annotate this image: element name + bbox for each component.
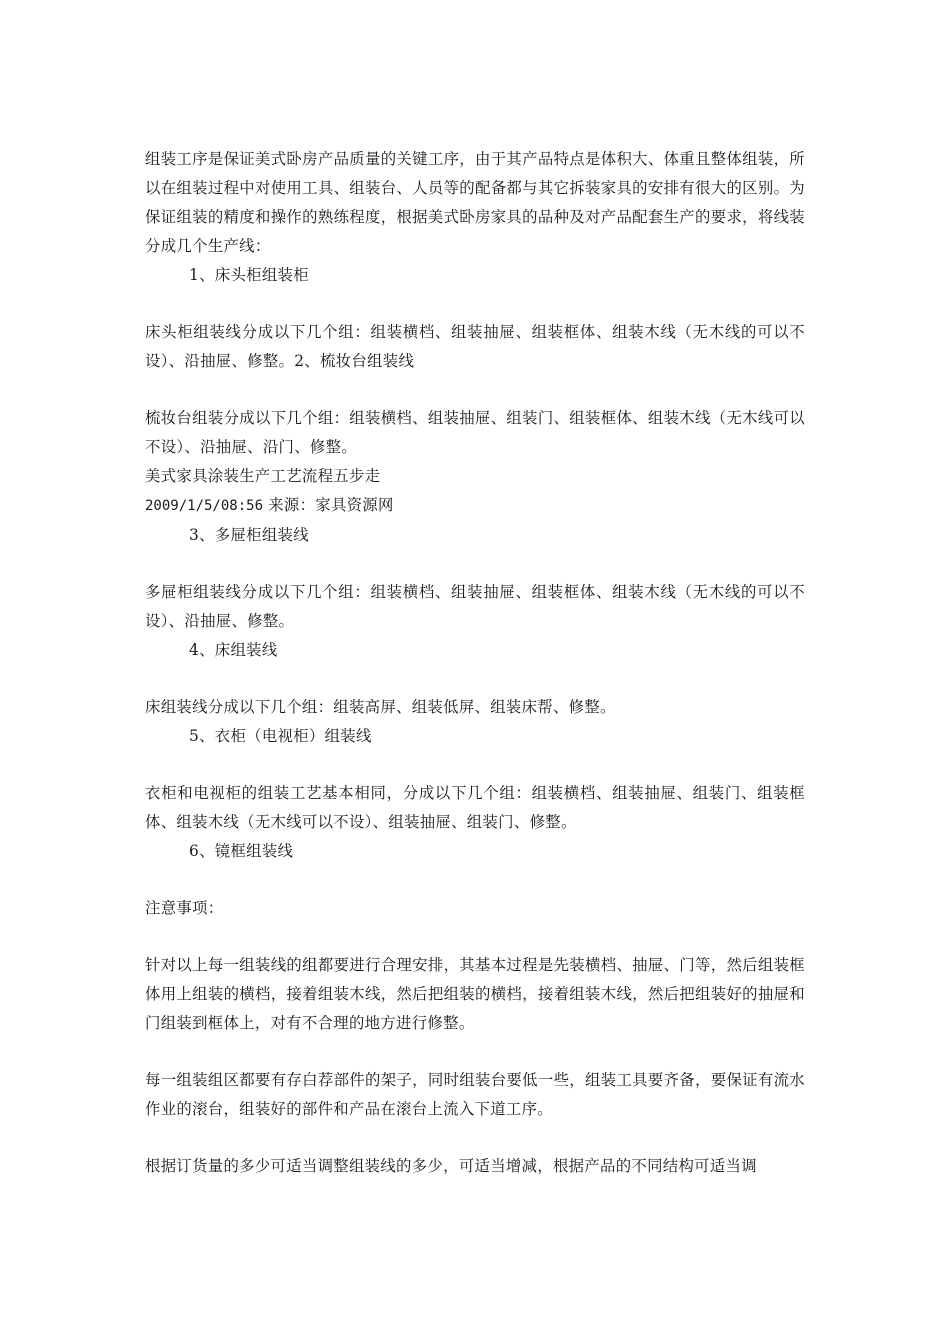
article-meta (145, 491, 805, 521)
intro-paragraph: 组装工序是保证美式卧房产品质量的关键工序，由于其产品特点是体积大、体重且整体组装，所以在组装过程中对使用工具、组装台、人员等的配备都与其它拆装家具的安排有很大的区别。为保证组装的精度和操作的熟练程度，根据美式卧房家具的品种及对产品配套生产的要求，将线装分成几个生产线： (145, 150, 805, 255)
item5-body: 衣柜和电视柜的组装工艺基本相同，分成以下几个组：组装横档、组装抽屉、组装门、组装框体、组装木线（无木线可以不设）、组装抽屉、组装门、修整。 (145, 784, 805, 831)
article-title: 美式家具涂装生产工艺流程五步走 (145, 467, 381, 485)
item4-body: 床组装线分成以下几个组：组装高屏、组装低屏、组装床帮、修整。 (145, 698, 616, 716)
note-paragraph-2: 每一组装组区都要有存白荐部件的架子，同时组装台要低一些，组装工具要齐备，要保证有流水作业的滚台，组装好的部件和产品在滚台上流入下道工序。 (145, 1071, 805, 1118)
paragraph-gap (145, 923, 805, 951)
note-paragraph-1: 针对以上每一组装线的组都要进行合理安排，其基本过程是先装横档、抽屉、门等，然后组装框体用上组装的横档，接着组装木线，然后把组装的横档，接着组装木线，然后把组装好的抽屉和门组装到框体上，对有不合理的地方进行修整。 (145, 956, 805, 1032)
paragraph-gap (145, 866, 805, 894)
paragraph-gap (145, 1038, 805, 1066)
item1-heading: 1、床头柜组装柜 (189, 266, 309, 284)
item4-heading: 4、床组装线 (189, 641, 278, 659)
item6-heading: 6、镜框组装线 (189, 842, 294, 860)
article-source: 来源：家具资源网 (268, 496, 394, 514)
paragraph-gap (145, 290, 805, 318)
document-body (145, 145, 805, 1181)
paragraph-gap (145, 376, 805, 404)
item1-body: 床头柜组装线分成以下几个组：组装横档、组装抽屉、组装框体、组装木线（无木线的可以不设）、沿抽屉、修整。2、梳妆台组装线 (145, 323, 805, 370)
paragraph-gap (145, 1124, 805, 1152)
note-paragraph-3: 根据订货量的多少可适当调整组装线的多少，可适当增减，根据产品的不同结构可适当调 (145, 1157, 757, 1175)
paragraph-gap (145, 550, 805, 578)
notes-heading: 注意事项： (145, 899, 224, 917)
item5-heading: 5、衣柜（电视柜）组装线 (189, 727, 372, 745)
paragraph-gap (145, 751, 805, 779)
paragraph-gap (145, 665, 805, 693)
article-date: 2009/1/5/08:56 (145, 498, 264, 514)
item2-body: 梳妆台组装分成以下几个组：组装横档、组装抽屉、组装门、组装框体、组装木线（无木线可以不设）、沿抽屉、沿门、修整。 (145, 409, 805, 456)
item3-heading: 3、多屉柜组装线 (189, 526, 309, 544)
item3-body: 多屉柜组装线分成以下几个组：组装横档、组装抽屉、组装框体、组装木线（无木线的可以不设）、沿抽屉、修整。 (145, 583, 805, 630)
